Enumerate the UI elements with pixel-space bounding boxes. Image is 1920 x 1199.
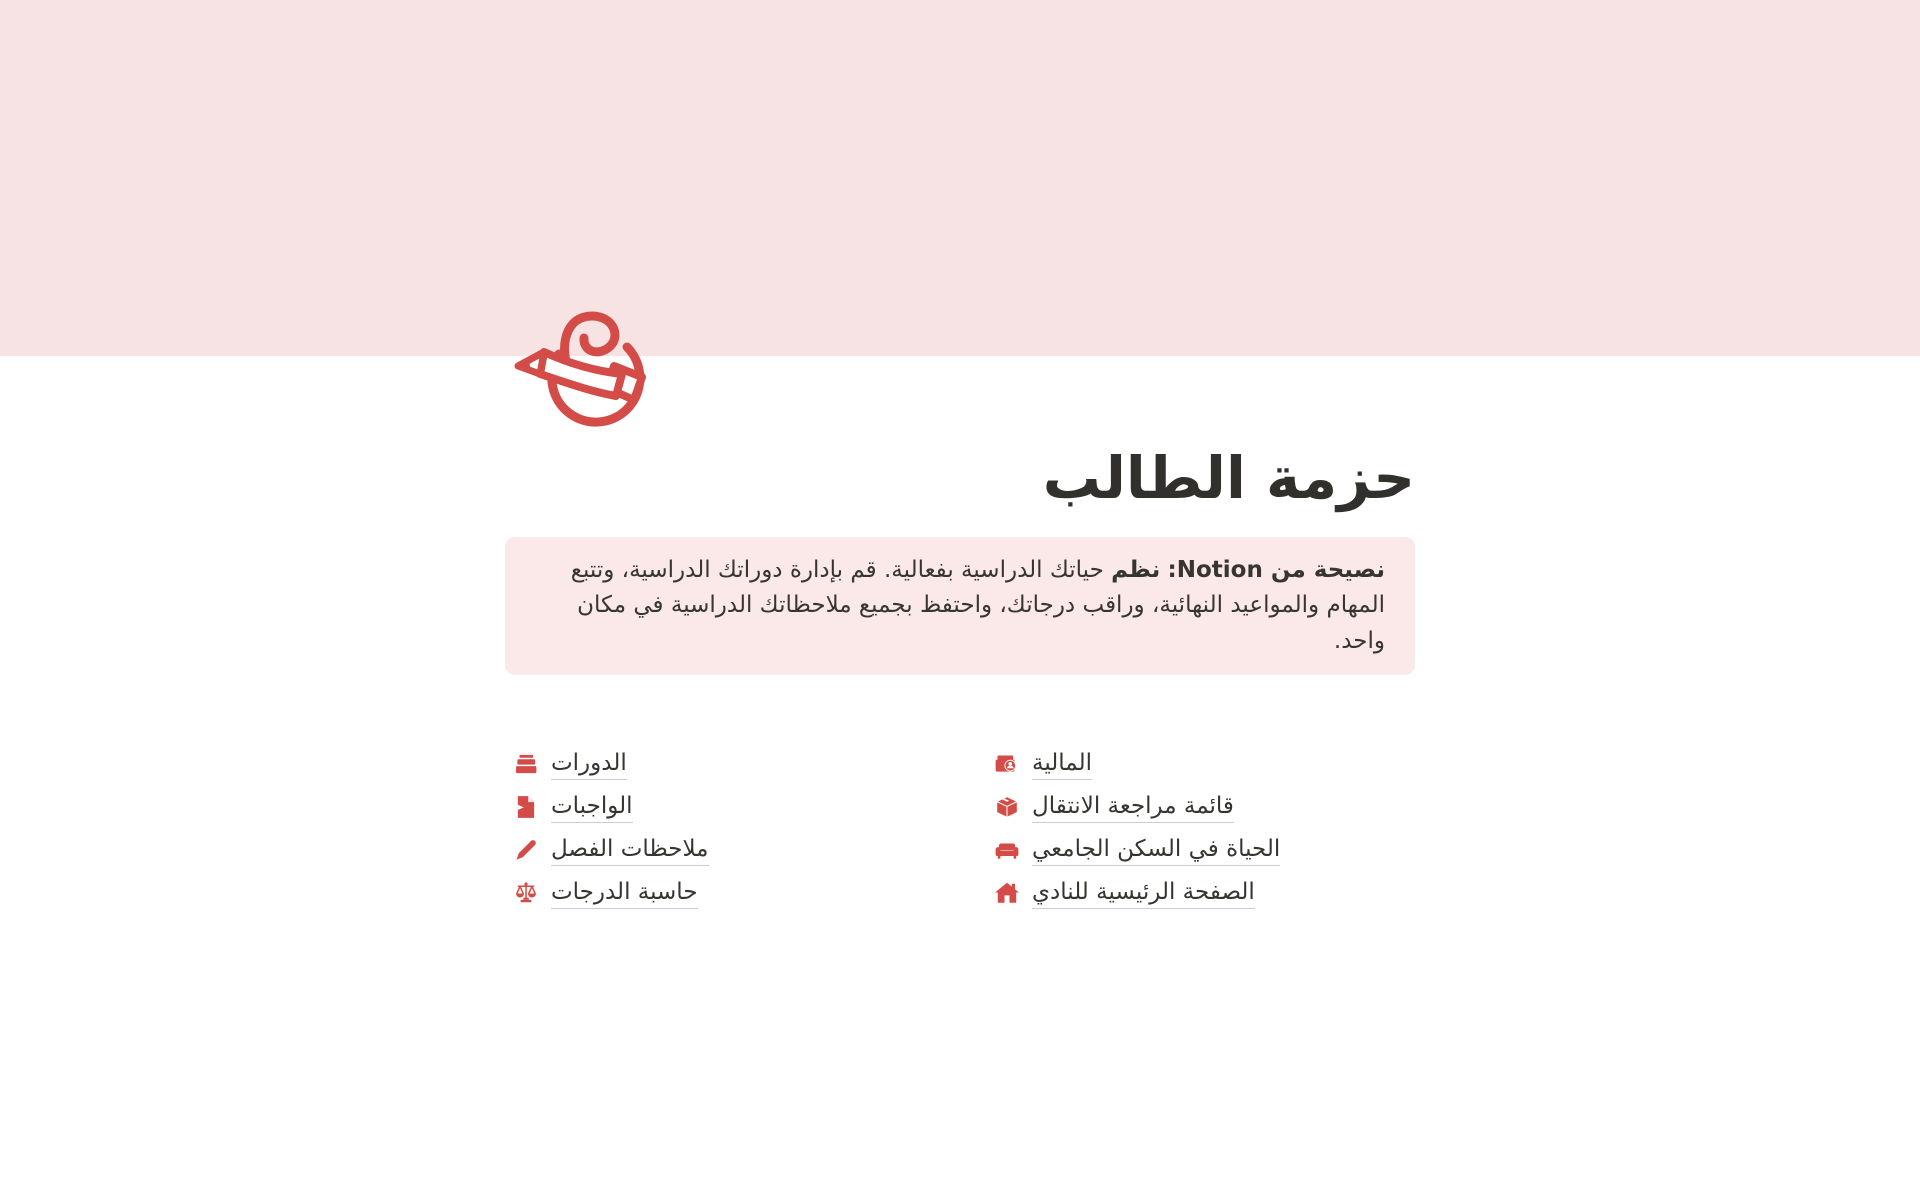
link-courses[interactable] bbox=[505, 749, 960, 779]
link-label: قائمة مراجعة الانتقال bbox=[1032, 792, 1234, 824]
link-moving-checklist[interactable] bbox=[960, 792, 1415, 822]
page-links bbox=[505, 749, 1415, 921]
moving-box-icon bbox=[994, 794, 1020, 820]
link-label: ملاحظات الفصل bbox=[551, 835, 709, 867]
page-body bbox=[505, 356, 1415, 921]
link-label: الدورات bbox=[551, 749, 627, 781]
page-title: حزمة الطالب bbox=[1042, 444, 1415, 512]
page-cover bbox=[0, 0, 1920, 356]
links-left-column bbox=[505, 749, 960, 921]
links-right-column bbox=[960, 749, 1415, 921]
books-stack-icon bbox=[513, 751, 539, 777]
callout-bold-word: نظم bbox=[1111, 556, 1161, 583]
money-icon bbox=[994, 751, 1020, 777]
link-assignments[interactable] bbox=[505, 792, 960, 822]
link-label: الصفحة الرئيسية للنادي bbox=[1032, 878, 1255, 910]
link-grade-calculator[interactable] bbox=[505, 878, 960, 908]
link-label: الحياة في السكن الجامعي bbox=[1032, 835, 1280, 867]
couch-icon bbox=[994, 837, 1020, 863]
link-class-notes[interactable] bbox=[505, 835, 960, 865]
link-club-homepage[interactable] bbox=[960, 878, 1415, 908]
document-icon bbox=[513, 794, 539, 820]
callout-body-text: حياتك الدراسية بفعالية. قم بإدارة دوراتك الدراسية، وتتبع المهام والمواعيد النهائية، وراقب درجاتك، واحتفظ بجميع ملاحظاتك الدراسية في مكان واحد. bbox=[570, 556, 1385, 654]
notion-tip-callout bbox=[505, 537, 1415, 676]
balance-scale-icon bbox=[513, 880, 539, 906]
link-label: الواجبات bbox=[551, 792, 633, 824]
house-icon bbox=[994, 880, 1020, 906]
link-finance[interactable] bbox=[960, 749, 1415, 779]
link-dorm-life[interactable] bbox=[960, 835, 1415, 865]
pencil-icon bbox=[513, 837, 539, 863]
link-label: المالية bbox=[1032, 749, 1092, 781]
callout-bold-lead: نصيحة من Notion: bbox=[1167, 556, 1385, 583]
link-label: حاسبة الدرجات bbox=[551, 878, 698, 910]
